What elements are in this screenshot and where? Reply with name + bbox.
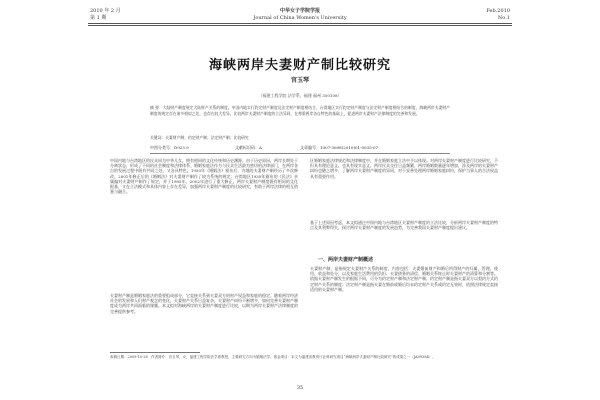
header-rule-thin <box>88 25 512 26</box>
author-name: 官玉琴 <box>290 77 309 84</box>
header-journal-cn: 中华女子学院学报 <box>279 8 320 14</box>
article-number: 文章编号：1007-3698(2010)01-0035-07 <box>300 145 379 150</box>
section-heading: 一、两岸夫妻财产制概述 <box>318 257 374 263</box>
page-number: 35 <box>296 385 304 391</box>
header-rule <box>88 23 512 24</box>
body-right-paragraph-2: 基于上述原因考虑，本文拟通过中国内地与台湾地区夫妻财产制度的立法比较，分析两岸夫妻财产制度的特点及其利弊得失，探讨两岸夫妻财产制度的发展趋势，为完善我国夫妻财产制度提出建议。 <box>310 220 498 231</box>
body-left-paragraph-1: 中国内地与台湾地区的民众同为中华儿女，拥有相同的文化传统和历史渊源。由于历史原因，两岸长期处于分离状态，形成了不同的社会制度和法律体系。婚姻家庭法作为与民众生活最为密切的法律部门，在两岸各自的发展过程中既有共同之处，又各具特色。1950年《婚姻法》颁布后，内地的夫妻财产制经历了多次修改，2001年修正后的《婚姻法》对夫妻财产制作了较为系统的规定；台湾地区1930年颁布的《民法》亲属编对夫妻财产制作了规定，并于1985年、2002年进行了重大修正。两岸夫妻财产制度既有相同的文化根基，又在立法模式和具体内容上存在差异，加强两岸夫妻财产制度的比较研究，有助于两岸法律的相互借鉴与融合。 <box>110 158 298 195</box>
body-right-paragraph-1: 区婚姻家庭法律规范和法律制度中，并在婚姻家庭立法中予以体现。对两岸夫妻财产制度进行比较研究，不但具有理论意义，也具有现实意义。两岸民众交往日益频繁，两岸婚姻数量逐年增加，涉及两岸的夫妻财产纠纷也随之增多，了解两岸夫妻财产制度的异同，对于妥善处理两岸婚姻家庭纠纷，保护当事人的合法权益具有重要作用。 <box>310 158 498 179</box>
header-date-right: Feb.2010 <box>486 8 510 14</box>
paper-title: 海峡两岸夫妻财产制比较研究 <box>208 58 391 73</box>
footnote-rule <box>110 352 200 353</box>
keywords: 关键词：夫妻财产制；约定财产制；法定财产制；比较研究 <box>150 135 249 140</box>
clc-number: 中图分类号：D923.9 <box>150 145 189 150</box>
document-code: 文献标识码：A <box>235 145 262 150</box>
header-journal-en: Journal of China Women's University <box>253 15 347 21</box>
abstract: 摘 要：大陆财产制度规定大陆财产关系的制度。中国内地实行约定财产制度及法定财产制度相结合，台湾地区实行约定财产制度与法定财产制度相结合的制度，海峡两岸夫妻财产制度的规定存在诸多相似之处，也存在较大差异。比较两岸夫妻财产制度的立法异同，在尊重两岸各自特色的基础上，促进两岸夫妻财产法律制度的完善和发展。 <box>150 105 450 116</box>
header-date-left: 2010 年 2 月 <box>90 8 121 14</box>
body-left-paragraph-2: 夫妻财产制是婚姻家庭法的重要组成部分，它直接关系到夫妻双方的财产权益和家庭的稳定。随着两岸经济社会的发展和人们财产观念的变化，夫妻财产关系日益复杂，夫妻财产纠纷不断增多，如何完善夫妻财产制度成为两岸共同面临的课题。本文拟对海峡两岸的夫妻财产制度进行比较，以期为两岸夫妻财产法律制度的完善提供参考。 <box>110 293 298 314</box>
author-affiliation: （福建工程学院 法学系，福建 福州 350108） <box>258 93 342 98</box>
body-right-paragraph-3: 夫妻财产制，是指规定夫妻财产关系的制度，内容包括：夫妻婚前财产和婚后所得财产的归属、管理、使用、收益和处分，以及家庭生活费用的负担、夫妻债务的清偿、婚姻关系终止时夫妻财产的清算和分割等。依据夫妻财产制发生的根据不同，可分为约定财产制和法定财产制。约定财产制是指夫妻双方以契约方式约定财产关系的制度；法定财产制是指夫妻在婚前或婚后均未约定财产关系或约定无效时，依照法律规定直接适用的夫妻财产制。 <box>310 266 498 292</box>
footnote: 收稿日期：2009-10-28 作者简介：官玉琴，女，福建工程学院法学系教授，主要研究方向为婚姻法学。基金项目：本文为福建省教育厅社科研究项目“海峡两岸夫妻财产制比较研究”的成果之一（JA09384）。 <box>110 355 436 359</box>
abstract-rule <box>150 153 450 154</box>
header-issue-right: No.1 <box>497 15 510 21</box>
header-issue-left: 第 1 期 <box>90 15 107 21</box>
